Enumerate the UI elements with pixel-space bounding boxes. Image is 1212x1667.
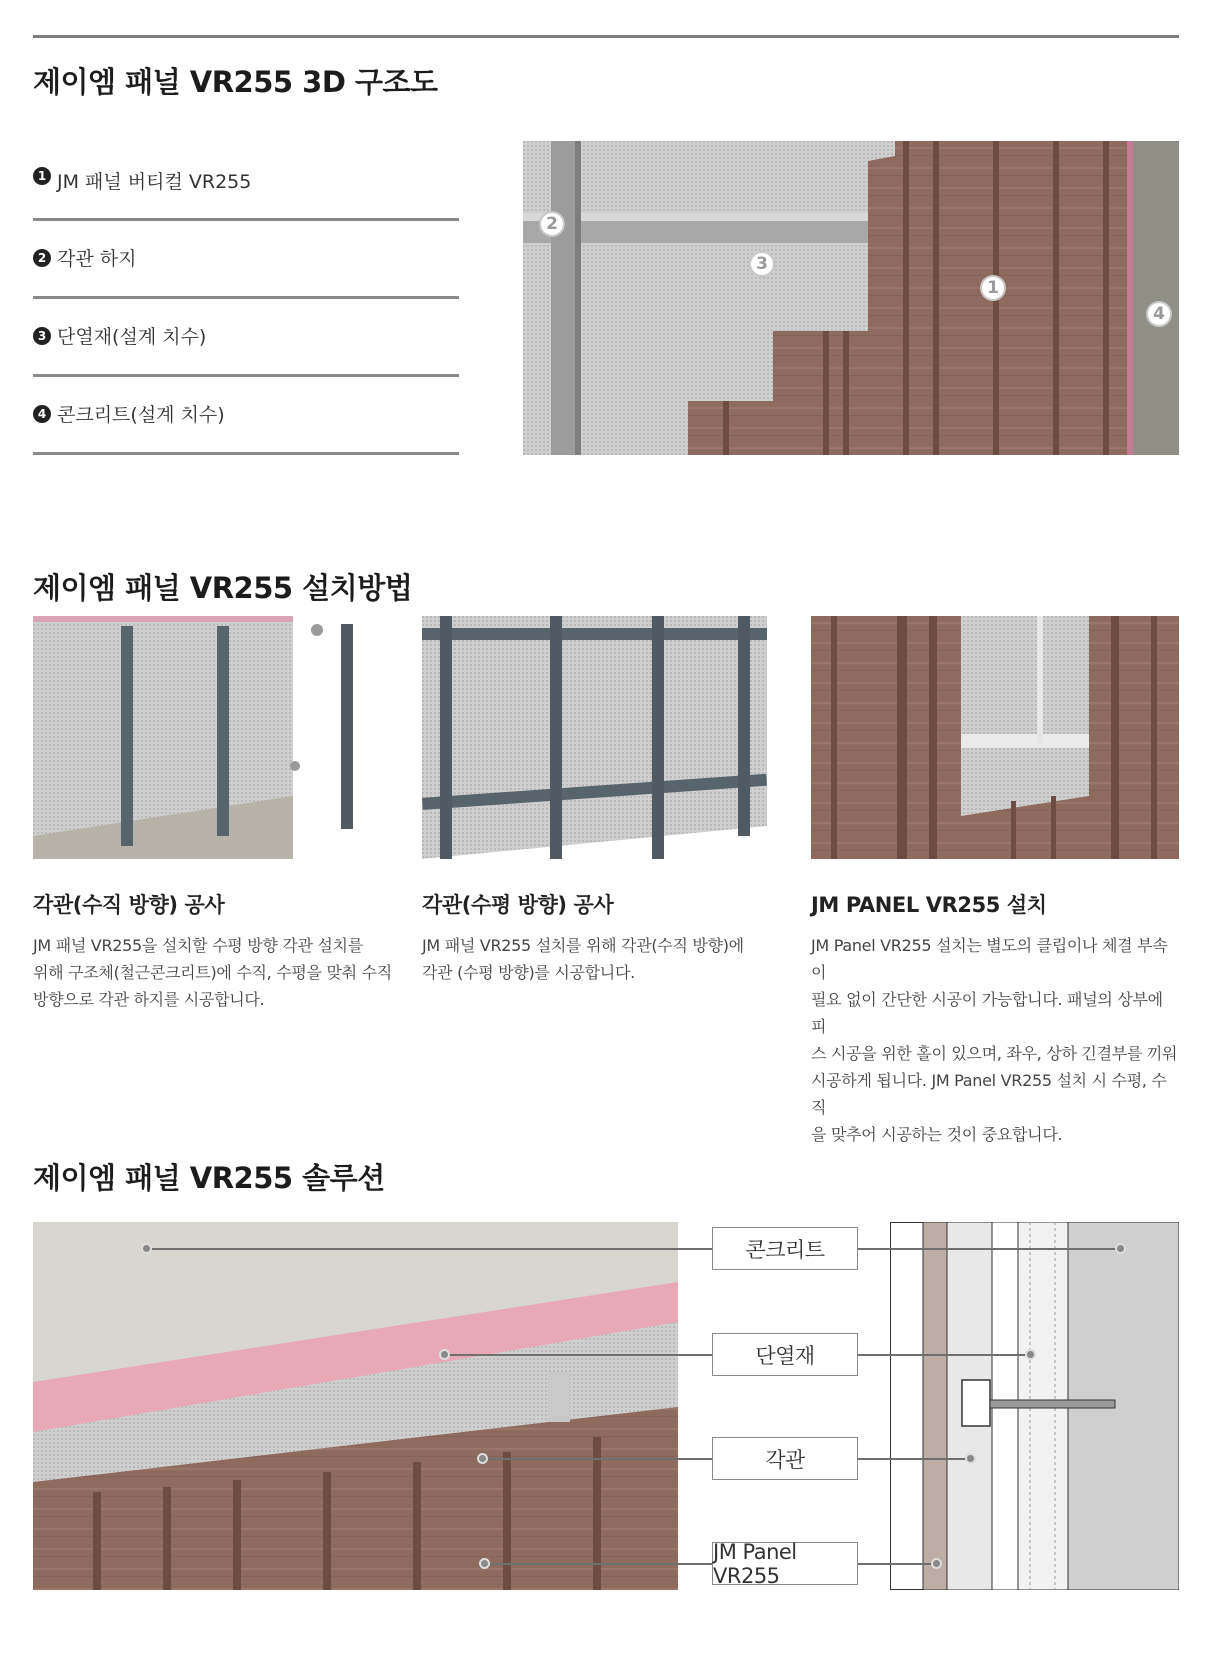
structure-3d-image [523,141,1179,455]
legend-item-2 [33,221,459,299]
step-3-line: 시공하게 됩니다. JM Panel VR255 설치 시 수평, 수직 [811,1071,1167,1117]
step-2-description [422,932,792,986]
number-badge-icon: 1 [33,167,51,185]
leader-line [858,1248,1120,1250]
leader-line [858,1458,970,1460]
legend-label: 각관 하지 [57,248,137,270]
callout-dot-icon [965,1453,976,1464]
step-2-title: 각관(수평 방향) 공사 [422,893,614,917]
legend-label: 단열재(설계 치수) [57,326,207,348]
leader-line [146,1248,712,1250]
label-concrete: 콘크리트 [712,1227,858,1270]
marker-2-icon: 2 [539,211,565,237]
marker-1-icon: 1 [980,275,1006,301]
horizontal-pipe-image [422,616,790,859]
top-divider [33,35,1179,38]
legend-item-3 [33,299,459,377]
section1-title: 제이엠 패널 VR255 3D 구조도 [33,65,438,99]
callout-dot-icon [1025,1349,1036,1360]
marker-4-icon: 4 [1146,301,1172,327]
panel-install-image [811,616,1179,859]
step-2-line: 각관 (수평 방향)를 시공합니다. [422,963,635,982]
step-1-title: 각관(수직 방향) 공사 [33,893,225,917]
callout-dot-icon [477,1453,488,1464]
legend-item-4 [33,377,459,455]
step-1-line: 방향으로 각관 하지를 시공합니다. [33,990,265,1009]
vertical-pipe-image [33,616,401,859]
step-1-line: 위해 구조체(철근콘크리트)에 수직, 수평을 맞춰 수직 [33,963,392,982]
number-badge-icon: 4 [33,405,51,423]
leader-line [858,1354,1030,1356]
section2-title: 제이엠 패널 VR255 설치방법 [33,571,413,605]
legend-label: JM 패널 버티컬 VR255 [57,171,252,193]
number-badge-icon: 3 [33,327,51,345]
structure-legend [33,140,459,455]
legend-item-1 [33,140,459,221]
label-insulation: 단열재 [712,1333,858,1376]
leader-line [858,1563,936,1565]
cross-section-diagram [890,1222,1179,1590]
step-3-line: 스 시공을 위한 홀이 있으며, 좌우, 상하 긴결부를 끼워 [811,1044,1178,1063]
solution-photo [33,1222,678,1590]
step-3-line: JM Panel VR255 설치는 별도의 클립이나 체결 부속이 [811,936,1168,982]
step-1-description [33,932,403,1013]
number-badge-icon: 2 [33,249,51,267]
step-3-description [811,932,1181,1148]
callout-dot-icon [931,1558,942,1569]
legend-label: 콘크리트(설계 치수) [57,404,225,426]
label-square-pipe: 각관 [712,1437,858,1480]
step-3-title: JM PANEL VR255 설치 [811,893,1047,917]
callout-dot-icon [479,1558,490,1569]
leader-line [484,1563,712,1565]
step-3-line: 필요 없이 간단한 시공이 가능합니다. 패널의 상부에 피 [811,990,1163,1036]
step-3-line: 을 맞추어 시공하는 것이 중요합니다. [811,1125,1063,1144]
callout-dot-icon [1115,1243,1126,1254]
callout-dot-icon [439,1349,450,1360]
step-1-line: JM 패널 VR255을 설치할 수평 방향 각관 설치를 [33,936,363,955]
leader-line [444,1354,712,1356]
section3-title: 제이엠 패널 VR255 솔루션 [33,1161,385,1195]
callout-dot-icon [141,1243,152,1254]
step-2-line: JM 패널 VR255 설치를 위해 각관(수직 방향)에 [422,936,744,955]
leader-line [482,1458,712,1460]
marker-3-icon: 3 [749,251,775,277]
label-jm-panel: JM Panel VR255 [712,1542,858,1585]
